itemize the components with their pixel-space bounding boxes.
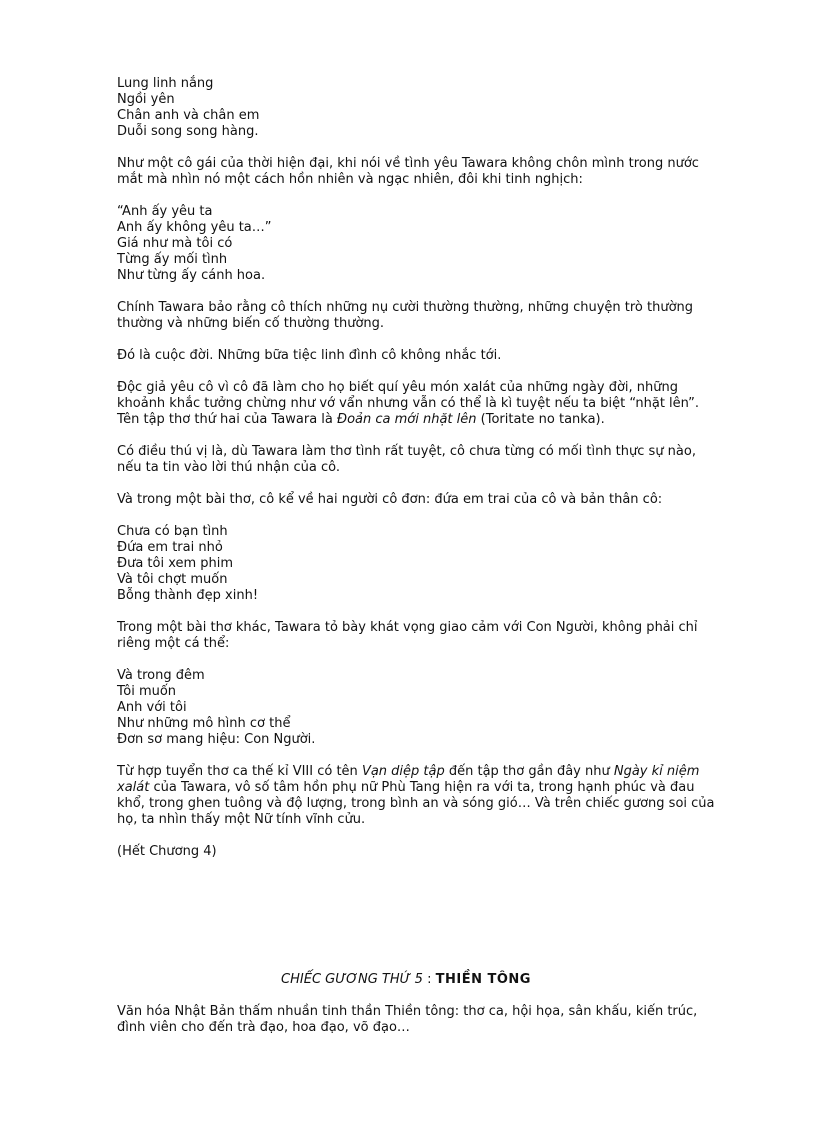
para-line — [117, 780, 777, 796]
book-title-van-diep-tap: Vạn diệp tập — [361, 764, 445, 779]
paragraph-closing — [117, 764, 777, 828]
para-line — [117, 764, 777, 780]
para-line: nếu ta tin vào lời thú nhận của cô. — [117, 460, 340, 475]
verse-3 — [117, 524, 777, 604]
verse-line: Chân anh và chân em — [117, 108, 260, 123]
verse-line: Lung linh nắng — [117, 76, 214, 91]
tanka-after: (Toritate no tanka). — [476, 412, 605, 427]
verse-line: Ngồi yên — [117, 92, 175, 107]
paragraph-readers — [117, 380, 777, 428]
closing-text: Từ hợp tuyển thơ ca thế kỉ VIII có tên — [117, 764, 362, 779]
verse-4 — [117, 668, 777, 748]
para-line: Và trong một bài thơ, cô kể về hai người cô đơn: đứa em trai của cô và bản thân cô: — [117, 492, 663, 507]
para-line: Đó là cuộc đời. Những bữa tiệc linh đình cô không nhắc tới. — [117, 348, 502, 363]
verse-line: Chưa có bạn tình — [117, 524, 228, 539]
verse-line: Như những mô hình cơ thể — [117, 716, 291, 731]
verse-line: Tôi muốn — [117, 684, 177, 699]
verse-line: Đơn sơ mang hiệu: Con Người. — [117, 732, 316, 747]
verse-line: Và trong đêm — [117, 668, 205, 683]
para-line: đình viên cho đến trà đạo, hoa đạo, võ đạo… — [117, 1020, 410, 1035]
verse-1 — [117, 76, 777, 140]
verse-line: Từng ấy mối tình — [117, 252, 228, 267]
para-line: Độc giả yêu cô vì cô đã làm cho họ biết quí yêu món xalát của những ngày đời, những — [117, 380, 679, 395]
verse-line: Giá như mà tôi có — [117, 236, 233, 251]
end-note-text: (Hết Chương 4) — [117, 844, 217, 859]
paragraph-chapter-intro — [117, 1004, 777, 1036]
paragraph-ordinary-smiles — [117, 300, 777, 332]
paragraph-confession — [117, 444, 777, 476]
tanka-book-title: Đoản ca mới nhặt lên — [337, 412, 477, 427]
para-line: Như một cô gái của thời hiện đại, khi nói về tình yêu Tawara không chôn mình trong nước — [117, 156, 699, 171]
para-line: Văn hóa Nhật Bản thấm nhuần tinh thần Thiền tông: thơ ca, hội họa, sân khấu, kiến trúc, — [117, 1004, 698, 1019]
para-line: khổ, trong ghen tuông và độ lượng, trong bình an và sóng gió… Và trên chiếc gương soi của — [117, 796, 715, 811]
verse-line: Và tôi chợt muốn — [117, 572, 228, 587]
section-spacer — [117, 876, 777, 972]
para-line: thường và những biến cố thường thường. — [117, 316, 385, 331]
verse-line: Đứa em trai nhỏ — [117, 540, 223, 555]
verse-line: Đưa tôi xem phim — [117, 556, 234, 571]
paragraph-another-poem — [117, 620, 777, 652]
book-title-xalat: xalát — [117, 780, 150, 795]
verse-line: “Anh ấy yêu ta — [117, 204, 213, 219]
chapter-heading — [117, 972, 695, 988]
chapter-title: THIỀN TÔNG — [435, 972, 531, 987]
para-line: Có điều thú vị là, dù Tawara làm thơ tình rất tuyệt, cô chưa từng có mối tình thực sự nào, — [117, 444, 696, 459]
verse-2 — [117, 204, 777, 284]
chapter-separator: : — [422, 972, 436, 987]
tanka-title-line — [117, 412, 777, 428]
chapter-end-note — [117, 844, 777, 860]
closing-text: đến tập thơ gần đây như — [444, 764, 614, 779]
para-line: riêng một cá thể: — [117, 636, 230, 651]
paragraph-modern-girl — [117, 156, 777, 188]
chapter-label: CHIẾC GƯƠNG THỨ 5 — [281, 972, 423, 987]
paragraph-two-lonely — [117, 492, 777, 508]
verse-line: Như từng ấy cánh hoa. — [117, 268, 266, 283]
para-line: Trong một bài thơ khác, Tawara tỏ bày khát vọng giao cảm với Con Người, không phải chỉ — [117, 620, 698, 635]
para-line: Chính Tawara bảo rằng cô thích những nụ cười thường thường, những chuyện trò thường — [117, 300, 694, 315]
verse-line: Bỗng thành đẹp xinh! — [117, 588, 259, 603]
para-line: mắt mà nhìn nó một cách hồn nhiên và ngạc nhiên, đôi khi tinh nghịch: — [117, 172, 583, 187]
book-title-ngay-ki-niem: Ngày kỉ niệm — [613, 764, 700, 779]
document-page — [117, 76, 777, 1052]
tanka-before: Tên tập thơ thứ hai của Tawara là — [117, 412, 338, 427]
verse-line: Anh với tôi — [117, 700, 187, 715]
verse-line: Anh ấy không yêu ta…” — [117, 220, 272, 235]
closing-text: của Tawara, vô số tâm hồn phụ nữ Phù Tang hiện ra với ta, trong hạnh phúc và đau — [149, 780, 695, 795]
para-line: khoảnh khắc tưởng chừng như vớ vẩn nhưng vẫn có thể là kì tuyệt nếu ta biệt “nhặt lên”. — [117, 396, 700, 411]
paragraph-life — [117, 348, 777, 364]
para-line: họ, ta nhìn thấy một Nữ tính vĩnh cửu. — [117, 812, 366, 827]
verse-line: Duỗi song song hàng. — [117, 124, 259, 139]
